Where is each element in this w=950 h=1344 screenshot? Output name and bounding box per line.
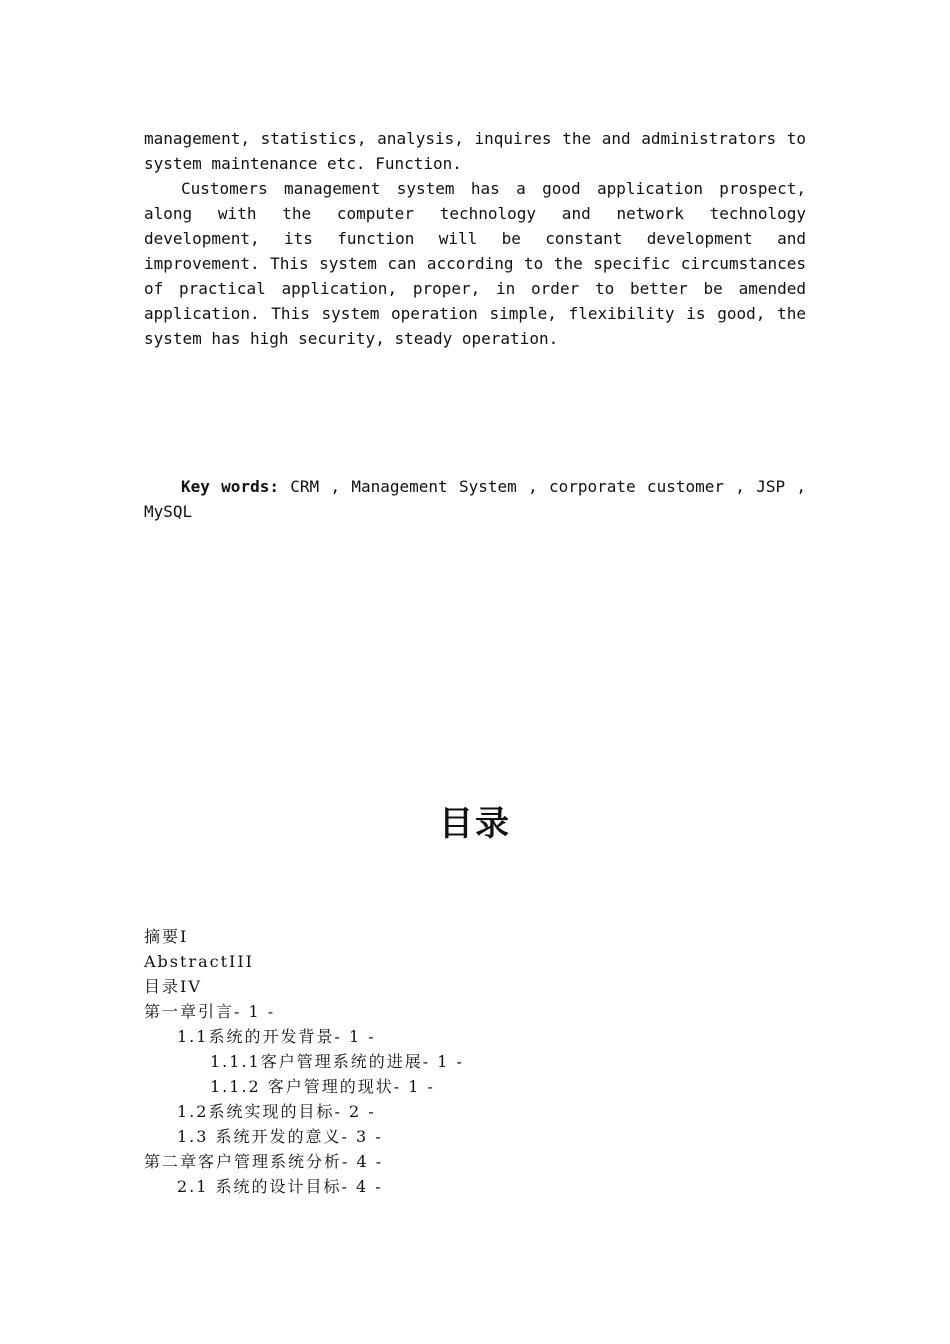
toc-entry[interactable]: 1.1.2 客户管理的现状- 1 -	[210, 1077, 435, 1096]
toc-title: 目录	[439, 804, 511, 844]
toc-entry[interactable]: 1.1.1客户管理系统的进展- 1 -	[210, 1052, 464, 1071]
toc-entry[interactable]: 第二章客户管理系统分析- 4 -	[144, 1152, 384, 1171]
toc-entry[interactable]: 1.1系统的开发背景- 1 -	[177, 1027, 376, 1046]
toc-entry[interactable]: 第一章引言- 1 -	[144, 1002, 276, 1021]
keywords-text: CRM , Management System , corporate customer , JSP , MySQL	[144, 477, 807, 521]
abstract-paragraph: management, statistics, analysis, inquires the and administrators to system maintenance etc. Function.	[144, 129, 806, 173]
toc-entry[interactable]: 目录IV	[144, 977, 202, 996]
toc-entry[interactable]: AbstractIII	[144, 952, 254, 971]
abstract-paragraph: Customers management system has a good application prospect, along with the computer technology and network technology development, its function will be constant development and improvement. This system can according to the specific circumstances of practical application, proper, in order to better be amended application. This system operation simple, flexibility is good, the system has high security, steady operation.	[144, 179, 806, 348]
toc-entry[interactable]: 1.2系统实现的目标- 2 -	[177, 1102, 376, 1121]
toc-entry[interactable]: 2.1 系统的设计目标- 4 -	[177, 1177, 383, 1196]
abstract-section	[144, 126, 806, 351]
table-of-contents	[144, 924, 806, 1199]
keywords-label: Key words:	[181, 477, 279, 496]
keywords-line	[144, 474, 806, 524]
toc-entry[interactable]: 1.3 系统开发的意义- 3 -	[177, 1127, 383, 1146]
toc-entry[interactable]: 摘要I	[144, 927, 189, 946]
